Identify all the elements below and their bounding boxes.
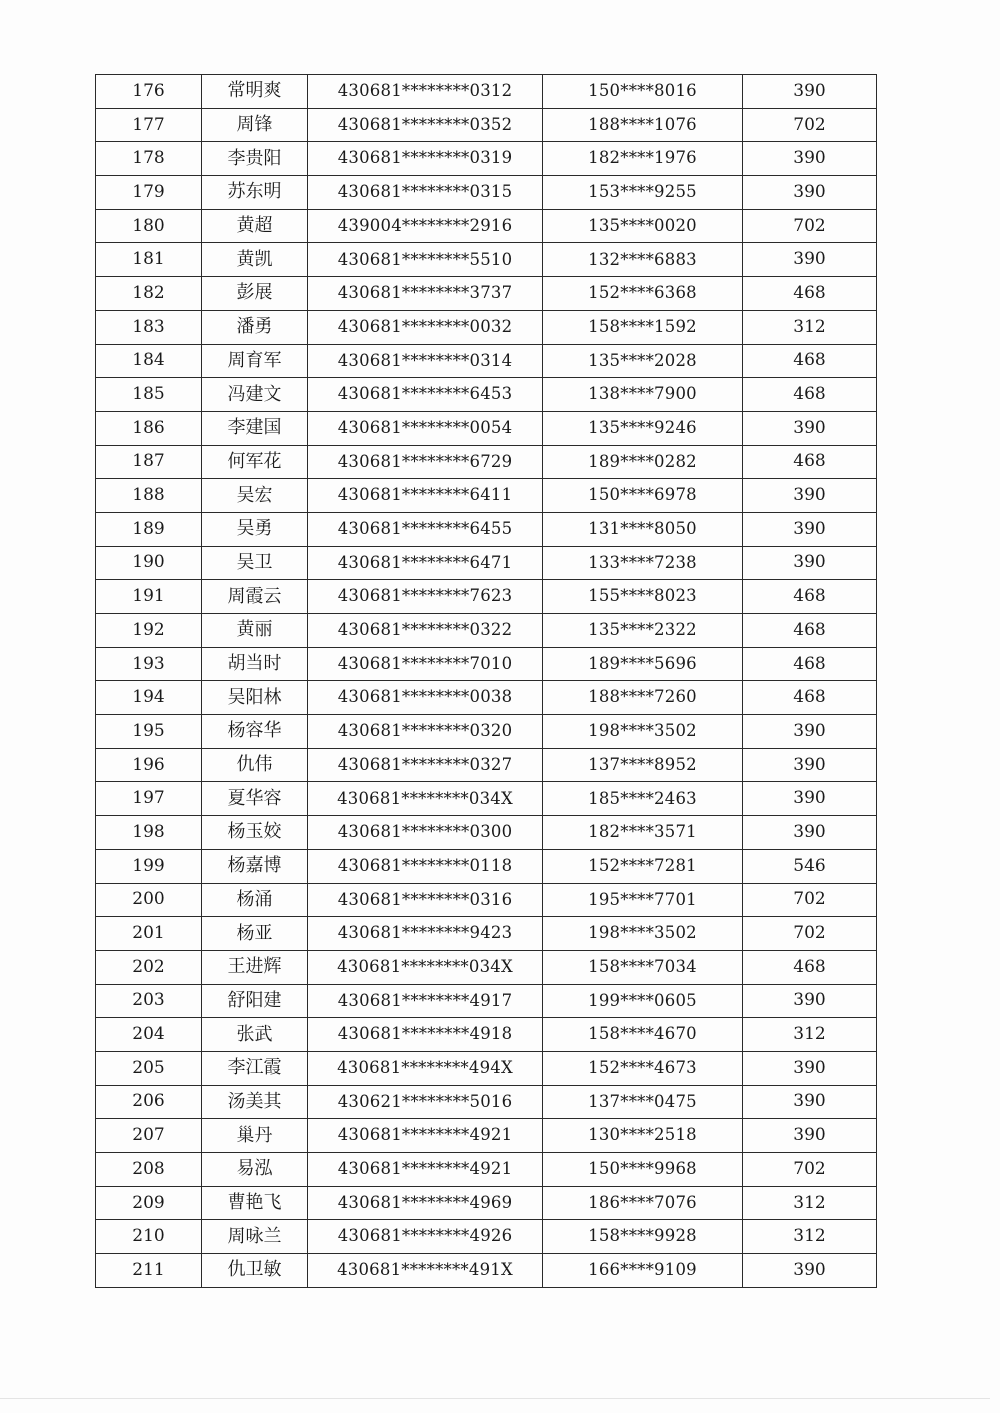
name-cell: 黄超: [202, 209, 308, 243]
amount-cell: 390: [743, 479, 877, 513]
amount-cell: 702: [743, 108, 877, 142]
id-number-cell: 430681********3737: [308, 277, 543, 311]
id-number-cell: 430681********0316: [308, 883, 543, 917]
phone-cell: 198****3502: [543, 917, 743, 951]
page-bottom-rule: [0, 1398, 990, 1399]
id-number-cell: 430681********6729: [308, 445, 543, 479]
row-number-cell: 185: [96, 378, 202, 412]
row-number-cell: 191: [96, 580, 202, 614]
name-cell: 彭展: [202, 277, 308, 311]
row-number-cell: 206: [96, 1085, 202, 1119]
id-number-cell: 430681********6455: [308, 512, 543, 546]
id-number-cell: 430681********0319: [308, 142, 543, 176]
table-row: [96, 209, 877, 243]
amount-cell: 702: [743, 1153, 877, 1187]
amount-cell: 468: [743, 614, 877, 648]
id-number-cell: 439004********2916: [308, 209, 543, 243]
phone-cell: 182****3571: [543, 816, 743, 850]
phone-cell: 198****3502: [543, 715, 743, 749]
table-row: [96, 411, 877, 445]
amount-cell: 468: [743, 647, 877, 681]
row-number-cell: 184: [96, 344, 202, 378]
name-cell: 曹艳飞: [202, 1186, 308, 1220]
name-cell: 仇伟: [202, 748, 308, 782]
phone-cell: 137****8952: [543, 748, 743, 782]
row-number-cell: 202: [96, 950, 202, 984]
phone-cell: 138****7900: [543, 378, 743, 412]
name-cell: 李江霞: [202, 1051, 308, 1085]
phone-cell: 195****7701: [543, 883, 743, 917]
table-row: [96, 715, 877, 749]
id-number-cell: 430681********9423: [308, 917, 543, 951]
amount-cell: 312: [743, 1018, 877, 1052]
row-number-cell: 203: [96, 984, 202, 1018]
name-cell: 苏东明: [202, 176, 308, 210]
name-cell: 王进辉: [202, 950, 308, 984]
table-row: [96, 917, 877, 951]
name-cell: 张武: [202, 1018, 308, 1052]
row-number-cell: 201: [96, 917, 202, 951]
name-cell: 巢丹: [202, 1119, 308, 1153]
name-cell: 杨容华: [202, 715, 308, 749]
table-row: [96, 277, 877, 311]
table-row: [96, 546, 877, 580]
phone-cell: 155****8023: [543, 580, 743, 614]
phone-cell: 133****7238: [543, 546, 743, 580]
id-number-cell: 430681********0312: [308, 75, 543, 109]
name-cell: 常明爽: [202, 75, 308, 109]
table-row: [96, 1153, 877, 1187]
amount-cell: 390: [743, 512, 877, 546]
amount-cell: 702: [743, 883, 877, 917]
table-row: [96, 445, 877, 479]
id-number-cell: 430681********491X: [308, 1254, 543, 1288]
row-number-cell: 186: [96, 411, 202, 445]
name-cell: 吴勇: [202, 512, 308, 546]
name-cell: 黄丽: [202, 614, 308, 648]
row-number-cell: 199: [96, 849, 202, 883]
phone-cell: 150****9968: [543, 1153, 743, 1187]
table-row: [96, 1254, 877, 1288]
phone-cell: 189****0282: [543, 445, 743, 479]
table-row: [96, 1051, 877, 1085]
id-number-cell: 430681********0054: [308, 411, 543, 445]
id-number-cell: 430681********494X: [308, 1051, 543, 1085]
table-row: [96, 75, 877, 109]
phone-cell: 158****9928: [543, 1220, 743, 1254]
id-number-cell: 430681********4918: [308, 1018, 543, 1052]
table-row: [96, 1186, 877, 1220]
id-number-cell: 430681********6453: [308, 378, 543, 412]
table-row: [96, 580, 877, 614]
row-number-cell: 198: [96, 816, 202, 850]
phone-cell: 152****6368: [543, 277, 743, 311]
table-row: [96, 142, 877, 176]
phone-cell: 188****1076: [543, 108, 743, 142]
row-number-cell: 209: [96, 1186, 202, 1220]
table-row: [96, 1220, 877, 1254]
id-number-cell: 430681********6411: [308, 479, 543, 513]
row-number-cell: 189: [96, 512, 202, 546]
phone-cell: 158****4670: [543, 1018, 743, 1052]
amount-cell: 468: [743, 378, 877, 412]
id-number-cell: 430681********0352: [308, 108, 543, 142]
table-row: [96, 681, 877, 715]
amount-cell: 702: [743, 209, 877, 243]
phone-cell: 137****0475: [543, 1085, 743, 1119]
row-number-cell: 178: [96, 142, 202, 176]
table-row: [96, 1018, 877, 1052]
row-number-cell: 207: [96, 1119, 202, 1153]
phone-cell: 189****5696: [543, 647, 743, 681]
phone-cell: 135****2322: [543, 614, 743, 648]
table-row: [96, 512, 877, 546]
name-cell: 夏华容: [202, 782, 308, 816]
amount-cell: 390: [743, 176, 877, 210]
table-row: [96, 176, 877, 210]
phone-cell: 158****7034: [543, 950, 743, 984]
name-cell: 汤美其: [202, 1085, 308, 1119]
row-number-cell: 180: [96, 209, 202, 243]
amount-cell: 468: [743, 580, 877, 614]
row-number-cell: 197: [96, 782, 202, 816]
amount-cell: 390: [743, 1119, 877, 1153]
phone-cell: 166****9109: [543, 1254, 743, 1288]
phone-cell: 186****7076: [543, 1186, 743, 1220]
phone-cell: 130****2518: [543, 1119, 743, 1153]
amount-cell: 390: [743, 782, 877, 816]
row-number-cell: 187: [96, 445, 202, 479]
id-number-cell: 430681********0314: [308, 344, 543, 378]
table-row: [96, 614, 877, 648]
amount-cell: 390: [743, 546, 877, 580]
phone-cell: 150****6978: [543, 479, 743, 513]
phone-cell: 135****0020: [543, 209, 743, 243]
id-number-cell: 430681********5510: [308, 243, 543, 277]
row-number-cell: 194: [96, 681, 202, 715]
amount-cell: 390: [743, 243, 877, 277]
id-number-cell: 430681********034X: [308, 782, 543, 816]
amount-cell: 312: [743, 1220, 877, 1254]
table-row: [96, 1085, 877, 1119]
id-number-cell: 430681********4921: [308, 1153, 543, 1187]
id-number-cell: 430681********0038: [308, 681, 543, 715]
id-number-cell: 430681********0327: [308, 748, 543, 782]
roster-table-body: [96, 75, 877, 1288]
row-number-cell: 182: [96, 277, 202, 311]
name-cell: 周咏兰: [202, 1220, 308, 1254]
name-cell: 易泓: [202, 1153, 308, 1187]
table-row: [96, 344, 877, 378]
amount-cell: 390: [743, 142, 877, 176]
id-number-cell: 430681********7010: [308, 647, 543, 681]
table-row: [96, 243, 877, 277]
phone-cell: 135****2028: [543, 344, 743, 378]
table-row: [96, 647, 877, 681]
row-number-cell: 195: [96, 715, 202, 749]
phone-cell: 135****9246: [543, 411, 743, 445]
amount-cell: 312: [743, 310, 877, 344]
id-number-cell: 430681********4926: [308, 1220, 543, 1254]
amount-cell: 468: [743, 445, 877, 479]
amount-cell: 390: [743, 1085, 877, 1119]
id-number-cell: 430681********0300: [308, 816, 543, 850]
id-number-cell: 430681********0315: [308, 176, 543, 210]
id-number-cell: 430681********7623: [308, 580, 543, 614]
table-row: [96, 378, 877, 412]
table-row: [96, 984, 877, 1018]
phone-cell: 158****1592: [543, 310, 743, 344]
id-number-cell: 430681********4921: [308, 1119, 543, 1153]
name-cell: 何军花: [202, 445, 308, 479]
row-number-cell: 211: [96, 1254, 202, 1288]
name-cell: 吴阳林: [202, 681, 308, 715]
amount-cell: 546: [743, 849, 877, 883]
row-number-cell: 200: [96, 883, 202, 917]
phone-cell: 185****2463: [543, 782, 743, 816]
row-number-cell: 196: [96, 748, 202, 782]
row-number-cell: 176: [96, 75, 202, 109]
roster-table: [95, 74, 877, 1288]
amount-cell: 468: [743, 950, 877, 984]
id-number-cell: 430621********5016: [308, 1085, 543, 1119]
name-cell: 黄凯: [202, 243, 308, 277]
id-number-cell: 430681********034X: [308, 950, 543, 984]
table-row: [96, 849, 877, 883]
name-cell: 周锋: [202, 108, 308, 142]
row-number-cell: 181: [96, 243, 202, 277]
row-number-cell: 193: [96, 647, 202, 681]
name-cell: 吴宏: [202, 479, 308, 513]
name-cell: 李建国: [202, 411, 308, 445]
name-cell: 杨涌: [202, 883, 308, 917]
table-row: [96, 782, 877, 816]
name-cell: 周霞云: [202, 580, 308, 614]
amount-cell: 390: [743, 1051, 877, 1085]
id-number-cell: 430681********0032: [308, 310, 543, 344]
row-number-cell: 204: [96, 1018, 202, 1052]
id-number-cell: 430681********0320: [308, 715, 543, 749]
row-number-cell: 190: [96, 546, 202, 580]
row-number-cell: 210: [96, 1220, 202, 1254]
name-cell: 李贵阳: [202, 142, 308, 176]
name-cell: 杨嘉博: [202, 849, 308, 883]
name-cell: 杨亚: [202, 917, 308, 951]
amount-cell: 390: [743, 411, 877, 445]
phone-cell: 150****8016: [543, 75, 743, 109]
amount-cell: 390: [743, 75, 877, 109]
table-row: [96, 950, 877, 984]
table-row: [96, 310, 877, 344]
name-cell: 周育军: [202, 344, 308, 378]
amount-cell: 468: [743, 681, 877, 715]
table-row: [96, 1119, 877, 1153]
amount-cell: 390: [743, 816, 877, 850]
table-row: [96, 479, 877, 513]
id-number-cell: 430681********0118: [308, 849, 543, 883]
phone-cell: 153****9255: [543, 176, 743, 210]
phone-cell: 152****4673: [543, 1051, 743, 1085]
name-cell: 胡当时: [202, 647, 308, 681]
phone-cell: 131****8050: [543, 512, 743, 546]
amount-cell: 468: [743, 344, 877, 378]
row-number-cell: 205: [96, 1051, 202, 1085]
name-cell: 舒阳建: [202, 984, 308, 1018]
row-number-cell: 192: [96, 614, 202, 648]
name-cell: 仇卫敏: [202, 1254, 308, 1288]
row-number-cell: 208: [96, 1153, 202, 1187]
id-number-cell: 430681********4917: [308, 984, 543, 1018]
phone-cell: 152****7281: [543, 849, 743, 883]
amount-cell: 468: [743, 277, 877, 311]
amount-cell: 390: [743, 1254, 877, 1288]
id-number-cell: 430681********0322: [308, 614, 543, 648]
id-number-cell: 430681********4969: [308, 1186, 543, 1220]
name-cell: 吴卫: [202, 546, 308, 580]
amount-cell: 702: [743, 917, 877, 951]
row-number-cell: 188: [96, 479, 202, 513]
phone-cell: 199****0605: [543, 984, 743, 1018]
row-number-cell: 177: [96, 108, 202, 142]
phone-cell: 182****1976: [543, 142, 743, 176]
table-row: [96, 816, 877, 850]
amount-cell: 390: [743, 715, 877, 749]
id-number-cell: 430681********6471: [308, 546, 543, 580]
row-number-cell: 183: [96, 310, 202, 344]
amount-cell: 390: [743, 984, 877, 1018]
name-cell: 潘勇: [202, 310, 308, 344]
table-row: [96, 108, 877, 142]
row-number-cell: 179: [96, 176, 202, 210]
table-row: [96, 748, 877, 782]
phone-cell: 132****6883: [543, 243, 743, 277]
phone-cell: 188****7260: [543, 681, 743, 715]
amount-cell: 390: [743, 748, 877, 782]
name-cell: 冯建文: [202, 378, 308, 412]
name-cell: 杨玉姣: [202, 816, 308, 850]
table-row: [96, 883, 877, 917]
amount-cell: 312: [743, 1186, 877, 1220]
